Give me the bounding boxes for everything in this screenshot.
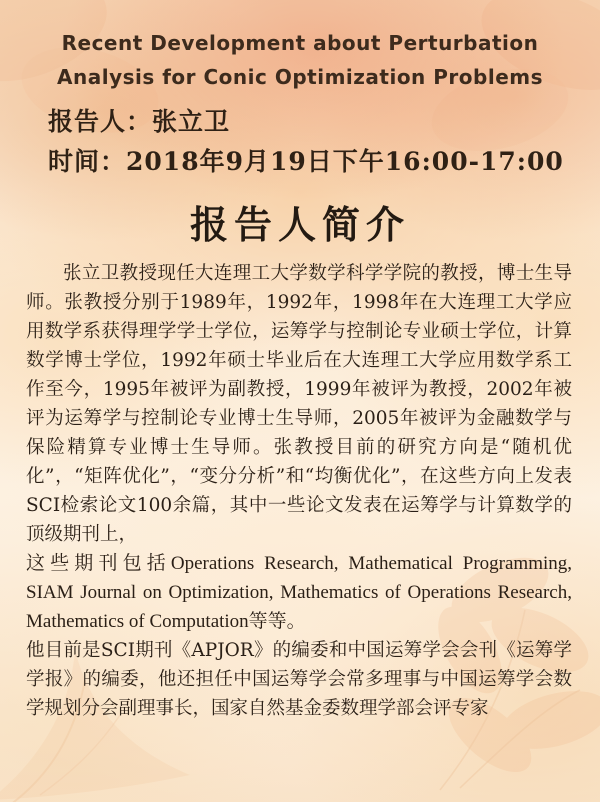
title-block <box>0 0 600 94</box>
speaker-info-block <box>0 94 600 182</box>
time-value: 2018年9月19日下午16:00-17:00 <box>126 147 564 176</box>
bio-paragraph-1: 张立卫教授现任大连理工大学数学科学学院的教授，博士生导师。张教授分别于1989年，1992年，1998年在大连理工大学应用数学系获得理学学士学位，运筹学与控制论专业硕士学位，计算数学博士学位，1992年硕士毕业后在大连理工大学应用数学系工作至今，1995年被评为副教授，1999年被评为教授，2002年被评为运筹学与控制论专业博士生导师，2005年被评为金融数学与保险精算专业博士生导师。张教授目前的研究方向是“随机优化”，“矩阵优化”，“变分分析”和“均衡优化”，在这些方向上发表SCI检索论文100余篇，其中一些论文发表在运筹学与计算数学的顶级期刊上， <box>26 263 572 545</box>
speaker-row <box>48 102 600 142</box>
speaker-label: 报告人： <box>48 107 153 136</box>
title-line-1: Recent Development about Perturbation <box>61 31 539 55</box>
time-row <box>48 142 600 182</box>
bio-block <box>0 255 600 723</box>
section-heading-bio: 报告人简介 <box>189 202 410 247</box>
title-line-2: Analysis for Conic Optimization Problems <box>57 65 543 89</box>
speaker-name: 张立卫 <box>152 107 231 136</box>
bio-paragraph-3: 他目前是SCI期刊《APJOR》的编委和中国运筹学会会刊《运筹学学报》的编委，他还担任中国运筹学会常多理事与中国运筹学会数学规划分会副理事长，国家自然基金委数理学部会评专家 <box>26 640 572 719</box>
time-label: 时间： <box>48 147 127 176</box>
bio-paragraph-2: 这些期刊包括Operations Research, Mathematical Programming, SIAM Journal on Optimization, Mathematics of Operations Research, Mathematics of Computation等等。 <box>26 553 572 632</box>
